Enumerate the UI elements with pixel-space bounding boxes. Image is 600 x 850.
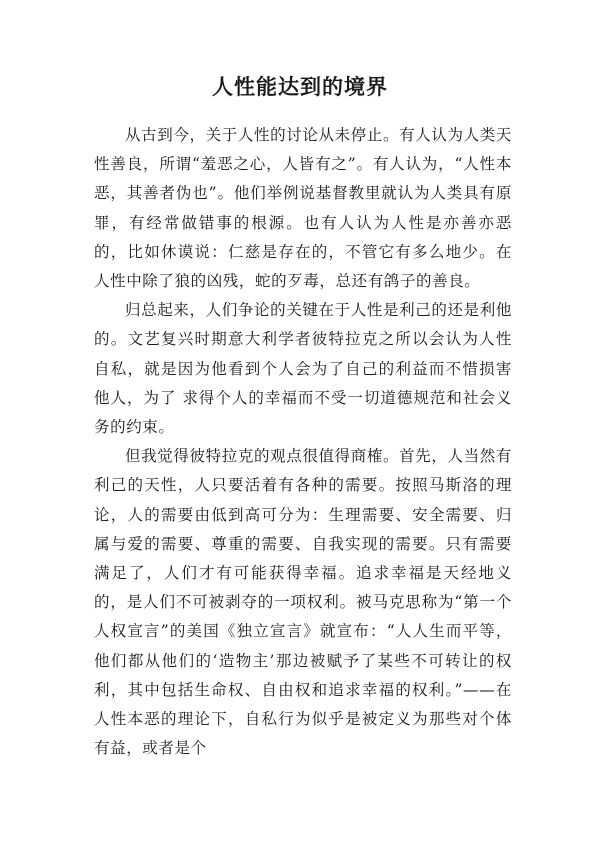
paragraph-2: 归总起来，人们争论的关键在于人性是利己的还是利他的。文艺复兴时期意大利学者彼特拉克之所以会认为人性自私，就是因为他看到个人会为了自己的利益而不惜损害他人，为了 求得个人的幸福而不受一切道德规范和社会义务的约束。: [94, 301, 512, 437]
page-title: 人性能达到的境界: [212, 75, 388, 99]
essay-body: [94, 121, 512, 763]
paragraph-1: 从古到今，关于人性的讨论从未停止。有人认为人类天性善良，所谓“羞恶之心，人皆有之”。有人认为，“人性本恶，其善者伪也”。他们举例说基督教里就认为人类具有原罪，有经常做错事的根源。也有人认为人性是亦善亦恶的，比如休谟说：仁慈是存在的，不管它有多么地少。在人性中除了狼的凶残，蛇的歹毒，总还有鸽子的善良。: [94, 126, 512, 291]
paragraph-3: 但我觉得彼特拉克的观点很值得商榷。首先，人当然有利己的天性，人只要活着有各种的需要。按照马斯洛的理论，人的需要由低到高可分为：生理需要、安全需要、归属与爱的需要、尊重的需要、自我实现的需要。只有需要满足了，人们才有可能获得幸福。追求幸福是天经地义的，是人们不可被剥夺的一项权利。被马克思称为“第一个人权宣言”的美国《独立宣言》就宣布：“人人生而平等，他们都从他们的‘造物主’那边被赋予了某些不可转让的权利，其中包括生命权、自由权和追求幸福的权利。”——在人性本恶的理论下，自私行为似乎是被定义为那些对个体有益，或者是个: [94, 447, 512, 758]
